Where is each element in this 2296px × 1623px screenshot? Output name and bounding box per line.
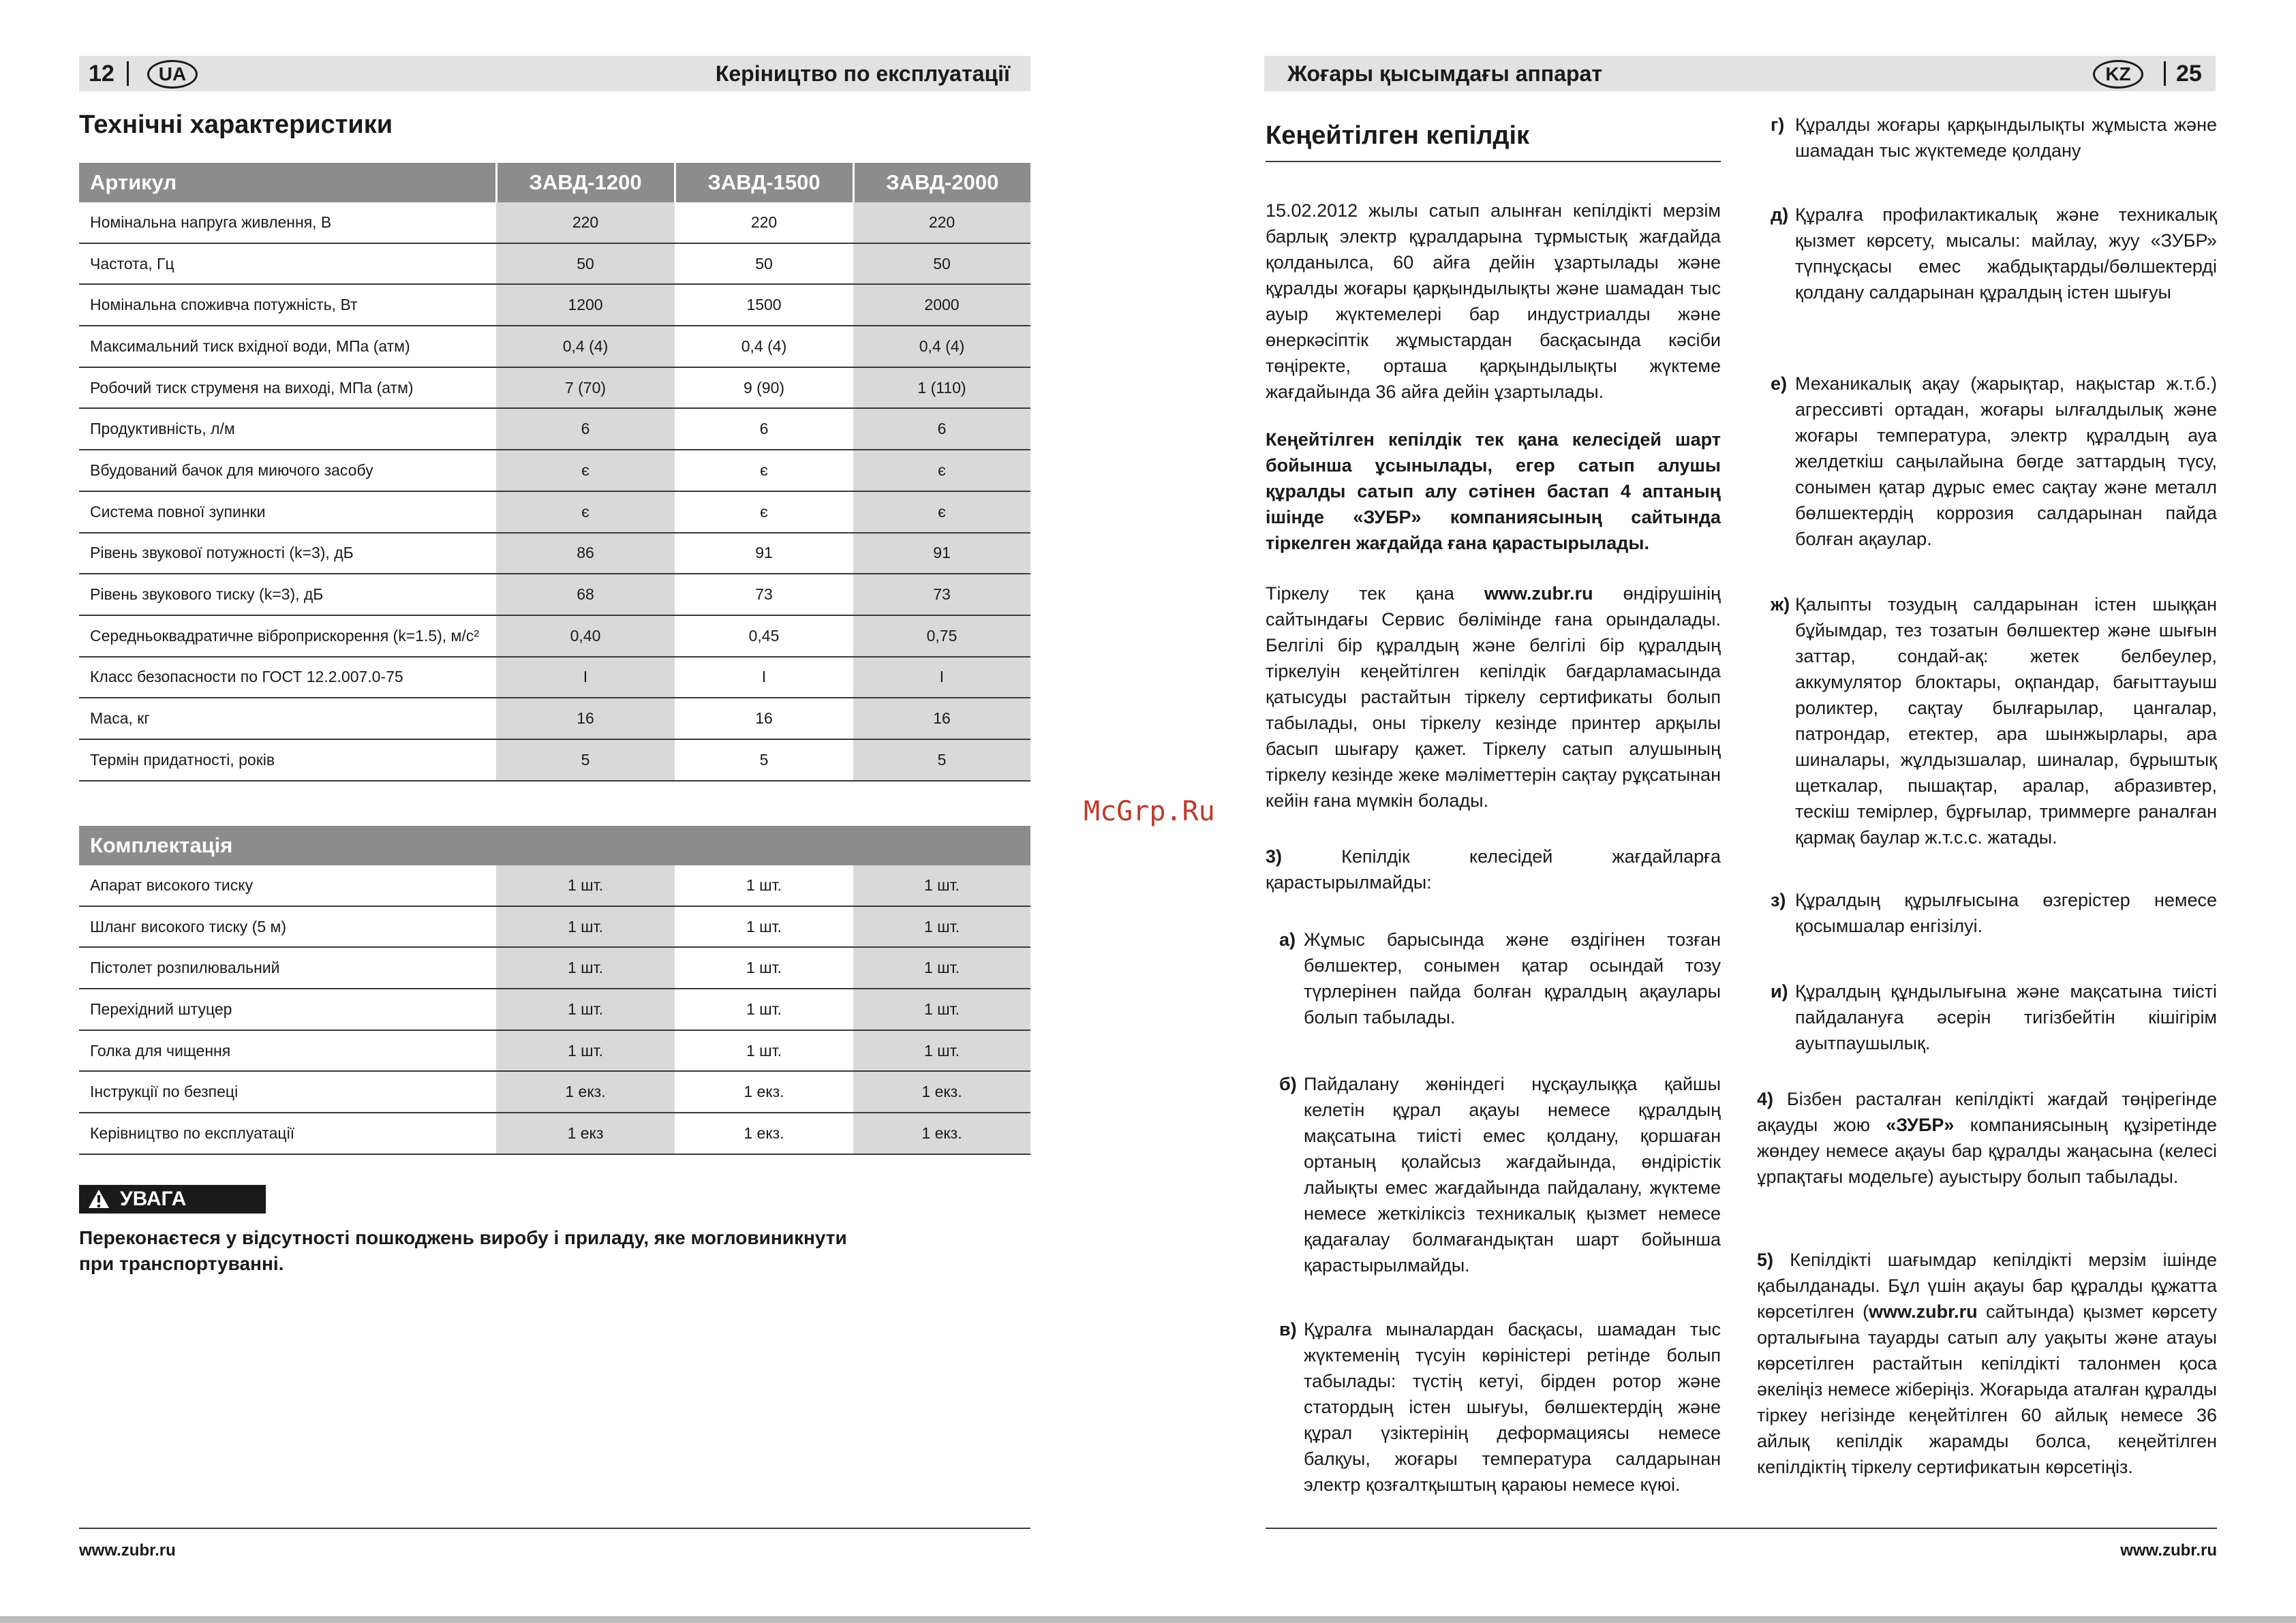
row-value: 0,4 (4) [496, 326, 675, 367]
spec-table-row [79, 491, 1030, 533]
row-value: 1 шт. [853, 906, 1030, 948]
row-value: 1 шт. [496, 865, 675, 906]
row-label: Робочий тиск струменя на виході, МПа (атм) [79, 367, 496, 409]
row-label: Вбудований бачок для миючого засобу [79, 450, 496, 491]
spec-table-row [79, 657, 1030, 698]
paragraph-number: 3) [1266, 846, 1283, 867]
spec-table-header-row [79, 163, 1030, 202]
row-value: 1 екз. [496, 1071, 675, 1113]
item-text: Құралға профилактикалық және техникалық қызмет көрсету, мысалы: майлау, жуу «ЗУБР» түпнұсқасы емес жабдықтарды/бөлшектерді қолдану салдарынан құралдың істен шығуы [1795, 204, 2217, 303]
kit-table-row [79, 1071, 1030, 1113]
spec-table-row [79, 367, 1030, 409]
row-value: є [675, 450, 853, 491]
warranty-section-title: Кеңейтілген кепілдік [1266, 121, 1530, 150]
row-value: є [853, 450, 1030, 491]
kit-table [79, 826, 1030, 1155]
row-value: 1 шт. [675, 1030, 853, 1072]
kit-header: Комплектація [79, 826, 1030, 865]
item-marker: а) [1279, 929, 1296, 950]
spec-table-row [79, 698, 1030, 739]
spec-section-title: Технічні характеристики [79, 110, 393, 139]
row-value: I [496, 657, 675, 698]
exclusion-item [1279, 1071, 1721, 1278]
row-value: 1 (110) [853, 367, 1030, 409]
row-value: 0,75 [853, 615, 1030, 657]
warning-label: УВАГА [120, 1188, 187, 1210]
row-value: 220 [675, 202, 853, 243]
exclusion-item [1279, 927, 1721, 1030]
row-value: 1 шт. [675, 989, 853, 1030]
row-value: 91 [853, 533, 1030, 574]
left-header-title: Керіництво по експлуатації [715, 61, 1010, 86]
left-page-number: 12 [89, 61, 114, 87]
row-value: 1200 [496, 284, 675, 326]
row-value: 5 [853, 739, 1030, 781]
title-underline [1266, 161, 1721, 162]
kit-table-row [79, 906, 1030, 948]
row-value: 9 (90) [675, 367, 853, 409]
text-span: Кепілдік келесідей жағдайларға қарастырылмайды: [1266, 846, 1721, 893]
row-label: Номінальна напруга живлення, В [79, 202, 496, 243]
item-marker: в) [1279, 1319, 1297, 1340]
row-value: 0,40 [496, 615, 675, 657]
row-value: 1 шт. [853, 947, 1030, 989]
row-value: 1 екз. [853, 1071, 1030, 1113]
row-value: 50 [675, 243, 853, 285]
row-label: Перехідний штуцер [79, 989, 496, 1030]
paragraph-warranty-terms: 15.02.2012 жылы сатып алынған кепілдікті мерзім барлық электр құралдарына тұрмыстық жағдайда қолданылса, 60 айға дейін ұзартылады және құралды жоғары қарқындылықты және шамадан тыс ауыр жүктемелері бар индустриалды және өнеркәсіптік жұмыстардан басқасында кәсіби төңіректе, орташа қарқындылықты жүктеме жағдайында 36 айға дейін ұзартылады. [1266, 200, 1721, 402]
item-text: Құралға мыналардан басқасы, шамадан тыс жүктеменің түсуін көріністері ретінде болып табылады: түстің кетуі, бірден ротор және статордың істен шығуы, бөлшектердің және құрал үзіктерінің деформациясы немесе балқуы, жоғары температура салдарынан электр қозғалтқыштың қараюы немесе күюі. [1304, 1319, 1721, 1495]
left-footer-rule [79, 1528, 1030, 1529]
row-value: 86 [496, 533, 675, 574]
lang-badge-kz: KZ [2093, 60, 2143, 89]
right-footer-url[interactable]: www.zubr.ru [2120, 1541, 2217, 1560]
row-value: I [853, 657, 1030, 698]
right-page-number: 25 [2176, 61, 2202, 87]
row-value: 50 [496, 243, 675, 285]
spec-header-model: ЗАВД-1500 [675, 163, 853, 202]
row-label: Максимальний тиск вхідної води, МПа (атм) [79, 326, 496, 367]
row-value: 6 [496, 408, 675, 450]
paragraph-exclusions-intro [1266, 844, 1721, 895]
row-label: Система повної зупинки [79, 491, 496, 533]
row-value: 73 [675, 574, 853, 615]
item-text: Қалыпты тозудың салдарынан істен шыққан бұйымдар, тез тозатын бөлшектер және шығын заттар, сондай-ақ: жетек белбеулер, аккумулятор блоктары, оқпандар, бағыттауыш роликтер, сақтау былғарылар, цангалар, патрондар, етектер, ара шынжырлары, ара шиналары, жұлдызшалар, шиналар, бұрыштық щеткалар, пышақтар, аралар, абразивтер, тескіш темірлер, бұрғылар, триммерге раналған қармақ баулар ж.т.с.с. жатады. [1795, 594, 2217, 848]
row-value: 1500 [675, 284, 853, 326]
header-divider [2164, 61, 2166, 86]
paragraph-number: 4) [1757, 1089, 1774, 1109]
paragraph-registration [1266, 581, 1721, 814]
row-value: 16 [853, 698, 1030, 739]
row-label: Рівень звукової потужності (k=3), дБ [79, 533, 496, 574]
row-value: 220 [853, 202, 1030, 243]
spec-header-model: ЗАВД-1200 [496, 163, 675, 202]
left-footer-url[interactable]: www.zubr.ru [79, 1541, 176, 1560]
spec-table-row [79, 284, 1030, 326]
warning-text [79, 1225, 965, 1277]
row-value: є [853, 491, 1030, 533]
item-marker: б) [1279, 1074, 1297, 1094]
row-value: 1 шт. [496, 989, 675, 1030]
spec-table-row [79, 450, 1030, 491]
right-header-title: Жоғары қысымдағы аппарат [1287, 61, 1602, 86]
row-value: 16 [496, 698, 675, 739]
paragraph-warranty-condition: Кеңейтілген кепілдік тек қана келесідей шарт бойынша ұсынылады, егер сатып алушы құралды сатып алу сәтінен бастап 4 аптаның ішінде «ЗУБР» компаниясының сайтында тіркелген жағдайда ғана қарастырылады. [1266, 429, 1721, 553]
text-span: Бізбен расталған кепілдікті жағдай төңірегінде ақауды жою [1757, 1089, 2217, 1135]
warning-banner [79, 1185, 266, 1214]
row-value: 1 шт. [496, 947, 675, 989]
left-page-header [79, 56, 1030, 91]
row-value: є [675, 491, 853, 533]
row-value: 0,45 [675, 615, 853, 657]
spec-table-row [79, 739, 1030, 781]
item-text: Пайдалану жөніндегі нұсқаулыққа қайшы келетін құрал ақауы немесе құралдың мақсатына тиісті емес қолдану, қоршаған ортаның қолайсыз жағдайында, өндірістік лайықты емес жағдайында пайдалану, жүктеме немесе жеткіліксіз техникалық қызмет немесе қадағалау болмағандықтан шарт бойынша қарастырылмайды. [1304, 1074, 1721, 1276]
row-value: 1 екз. [675, 1071, 853, 1113]
text-span: компаниясының құзіретінде жөндеу немесе ақауы бар құралды жаңасына (келесі ұрпақтағы модельге) ауыстыру болып табылады. [1757, 1115, 2218, 1187]
kit-table-header-row [79, 826, 1030, 865]
row-value: 1 шт. [675, 906, 853, 948]
row-label: Маса, кг [79, 698, 496, 739]
exclusion-item [1279, 1316, 1721, 1498]
item-marker: д) [1771, 204, 1789, 225]
watermark: McGrp.Ru [1084, 796, 1215, 827]
spec-header-model: ЗАВД-2000 [853, 163, 1030, 202]
kit-table-row [79, 947, 1030, 989]
text-span: Тіркелу тек қана [1266, 583, 1484, 604]
header-divider [127, 61, 129, 86]
site-link[interactable]: www.zubr.ru [1484, 583, 1593, 604]
row-value: є [496, 491, 675, 533]
spec-table-row [79, 243, 1030, 285]
row-value: 0,4 (4) [675, 326, 853, 367]
item-text: Құралдың құрылғысына өзгерістер немесе қосымшалар енгізілуі. [1795, 890, 2217, 936]
paragraph-number: 5) [1757, 1250, 1774, 1270]
row-value: 1 екз. [853, 1113, 1030, 1154]
row-value: I [675, 657, 853, 698]
row-label: Апарат високого тиску [79, 865, 496, 906]
row-value: 5 [496, 739, 675, 781]
row-value: є [496, 450, 675, 491]
item-marker: г) [1771, 114, 1785, 135]
paragraph-repair [1757, 1086, 2217, 1190]
row-value: 68 [496, 574, 675, 615]
text-span: сайтында) қызмет көрсету орталығына тауарды сатып алу уақыты және атауы көрсетілген растайтын кепілдікті талонмен қоса әкеліңіз немесе жіберіңіз. Жоғарыда аталған құралды тіркеу негізінде кеңейтілген 60 айлық немесе 36 айлық кепілдік жарамды болса, кеңейтілген кепілдіктің тіркелу сертификатын көрсетіңіз. [1757, 1301, 2217, 1477]
item-text: Жұмыс барысында және өздігінен тозған бөлшектер, сонымен қатар осындай тозу түрлерінен пайда болған құралдың ақаулары болып табылады. [1304, 929, 1721, 1027]
row-value: 1 шт. [853, 865, 1030, 906]
spec-table-row [79, 408, 1030, 450]
row-value: 50 [853, 243, 1030, 285]
item-text: Құралды жоғары қарқындылықты жұмыста және шамадан тыс жүктемеде қолдану [1795, 114, 2217, 161]
spec-table-row [79, 326, 1030, 367]
row-value: 1 шт. [675, 947, 853, 989]
row-label: Середньоквадратичне віброприскорення (k=1.5), м/с² [79, 615, 496, 657]
item-marker: е) [1771, 373, 1788, 394]
row-label: Класс безопасности по ГОСТ 12.2.007.0-75 [79, 657, 496, 698]
text-span: өндірушінің сайтындағы Сервис бөлімінде ғана орындалады. Белгілі бір құралдың және белгілі бір құралдың тіркелуін кеңейтілген кепілдік бағдарламасында қатысуды растайтын тіркелу сертификаты болып табылады, оны тіркелу кезінде принтер арқылы басып шығару қажет. Тіркелу сатып алушының тіркелу кезінде жеке мәліметтерін сақтау рұқсатынан кейін ғана мүмкін болады. [1266, 583, 1721, 811]
row-value: 220 [496, 202, 675, 243]
row-value: 1 шт. [496, 1030, 675, 1072]
spec-table-row [79, 533, 1030, 574]
kit-table-row [79, 989, 1030, 1030]
row-label: Пістолет розпилювальний [79, 947, 496, 989]
row-label: Продуктивність, л/м [79, 408, 496, 450]
row-value: 0,4 (4) [853, 326, 1030, 367]
row-label: Шланг високого тиску (5 м) [79, 906, 496, 948]
warning-text-line: при транспортуванні. [79, 1253, 284, 1274]
kit-table-row [79, 1113, 1030, 1154]
item-marker: и) [1771, 981, 1788, 1002]
kit-table-row [79, 1030, 1030, 1072]
spec-table-row [79, 574, 1030, 615]
spec-table-row [79, 202, 1030, 243]
row-value: 1 шт. [496, 906, 675, 948]
row-value: 1 шт. [853, 1030, 1030, 1072]
row-label: Керівництво по експлуатації [79, 1113, 496, 1154]
row-label: Частота, Гц [79, 243, 496, 285]
row-value: 1 шт. [853, 989, 1030, 1030]
bottom-edge [0, 1616, 2296, 1623]
right-footer-rule [1266, 1528, 2217, 1529]
row-value: 91 [675, 533, 853, 574]
spec-table-row [79, 615, 1030, 657]
row-label: Голка для чищення [79, 1030, 496, 1072]
brand-name: «ЗУБР» [1886, 1115, 1955, 1135]
row-label: Рівень звукового тиску (k=3), дБ [79, 574, 496, 615]
row-value: 5 [675, 739, 853, 781]
item-marker: ж) [1771, 594, 1790, 615]
row-value: 7 (70) [496, 367, 675, 409]
text-span: Кепілдікті шағымдар кепілдікті мерзім ішінде қабылданады. Бұл үшін ақауы бар құралды құжатта көрсетілген ( [1757, 1250, 2217, 1322]
row-value: 6 [853, 408, 1030, 450]
spec-header-article: Артикул [79, 163, 496, 202]
item-marker: з) [1771, 890, 1786, 910]
warning-text-line: Переконаєтеся у відсутності пошкоджень виробу і приладу, яке могловиникнути [79, 1227, 847, 1248]
paragraph-claims [1757, 1247, 2217, 1480]
spec-table [79, 163, 1030, 782]
kit-table-row [79, 865, 1030, 906]
row-label: Номінальна споживча потужність, Вт [79, 284, 496, 326]
row-value: 6 [675, 408, 853, 450]
site-link[interactable]: www.zubr.ru [1869, 1301, 1978, 1322]
row-value: 2000 [853, 284, 1030, 326]
row-value: 73 [853, 574, 1030, 615]
item-text: Механикалық ақау (жарықтар, нақыстар ж.т.б.) агрессивті ортадан, жоғары ылғалдылық және жоғары температура, электр құралдың ауа желдеткіш саңылайына бөгде заттардың түсу, сонымен қатар дұрыс емес сақтау және металл бөлшектердің коррозия салдарынан пайда болған ақаулар. [1795, 373, 2217, 549]
row-value: 1 екз [496, 1113, 675, 1154]
row-label: Інструкції по безпеці [79, 1071, 496, 1113]
row-label: Термін придатності, років [79, 739, 496, 781]
row-value: 16 [675, 698, 853, 739]
right-page-header [1264, 56, 2216, 91]
item-text: Құралдың құндылығына және мақсатына тиісті пайдалануға әсерін тигізбейтін кішігірім ауытпаушылық. [1795, 981, 2217, 1053]
row-value: 1 шт. [675, 865, 853, 906]
row-value: 1 екз. [675, 1113, 853, 1154]
lang-badge-ua: UA [147, 60, 198, 89]
